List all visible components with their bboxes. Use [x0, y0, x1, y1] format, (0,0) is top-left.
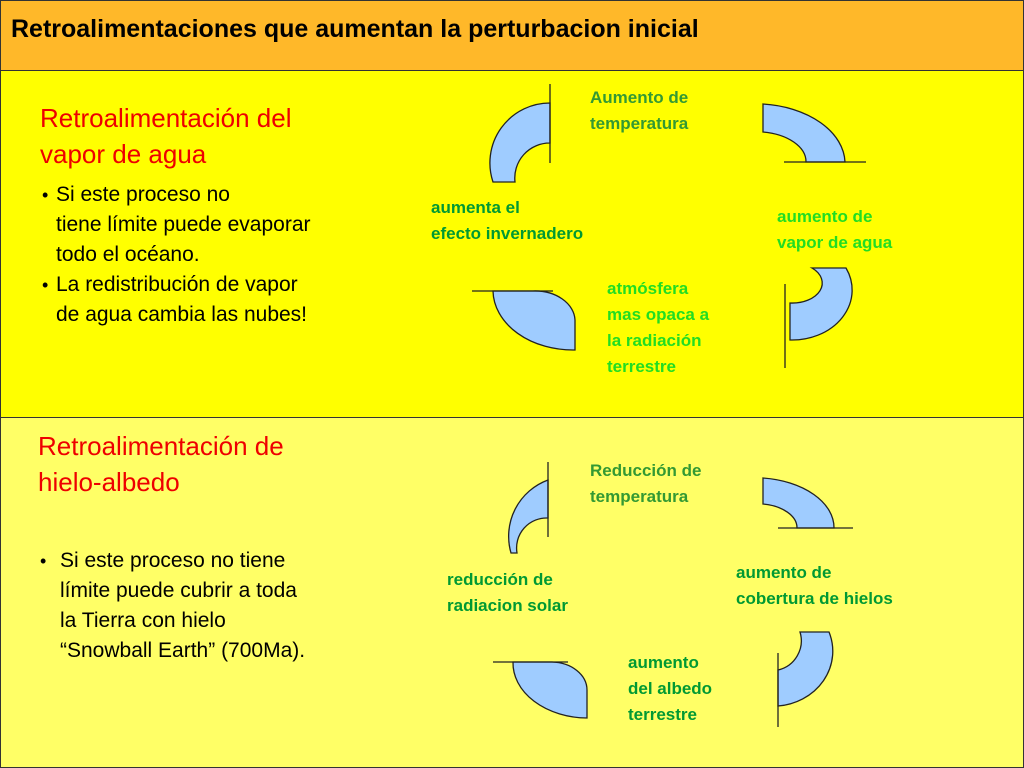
- cycle-node-right: aumento de cobertura de hielos: [736, 563, 893, 608]
- slide-header: [0, 0, 1024, 71]
- title-line: Retroalimentación del: [40, 103, 292, 133]
- bullet-item: • Si este proceso no tiene límite puede evaporar todo el océano.: [42, 180, 311, 270]
- ice-albedo-title: [38, 428, 284, 500]
- title-line: Retroalimentación de: [38, 431, 284, 461]
- title-line: hielo-albedo: [38, 467, 180, 497]
- cycle-node-bottom: aumento del albedo terrestre: [628, 653, 713, 724]
- bullet-item: • Si este proceso no tiene límite puede cubrir a toda la Tierra con hielo “Snowball Earth” (700Ma).: [40, 546, 305, 666]
- water-vapor-bullets: [42, 180, 311, 330]
- slide-title: Retroalimentaciones que aumentan la perturbacion inicial: [11, 15, 699, 43]
- cycle-node-top: Reducción de temperatura: [590, 461, 702, 506]
- ice-albedo-bullets: [40, 546, 305, 666]
- cycle-node-left: aumenta el efecto invernadero: [431, 198, 584, 243]
- cycle-node-left: reducción de radiacion solar: [447, 570, 568, 615]
- water-vapor-title: [40, 100, 291, 172]
- cycle-node-top: Aumento de temperatura: [590, 88, 689, 133]
- bullet-item: • La redistribución de vapor de agua cambia las nubes!: [42, 270, 311, 330]
- title-line: vapor de agua: [40, 139, 207, 169]
- cycle-node-right: aumento de vapor de agua: [777, 207, 893, 252]
- cycle-node-bottom: atmósfera mas opaca a la radiación terrestre: [607, 279, 710, 376]
